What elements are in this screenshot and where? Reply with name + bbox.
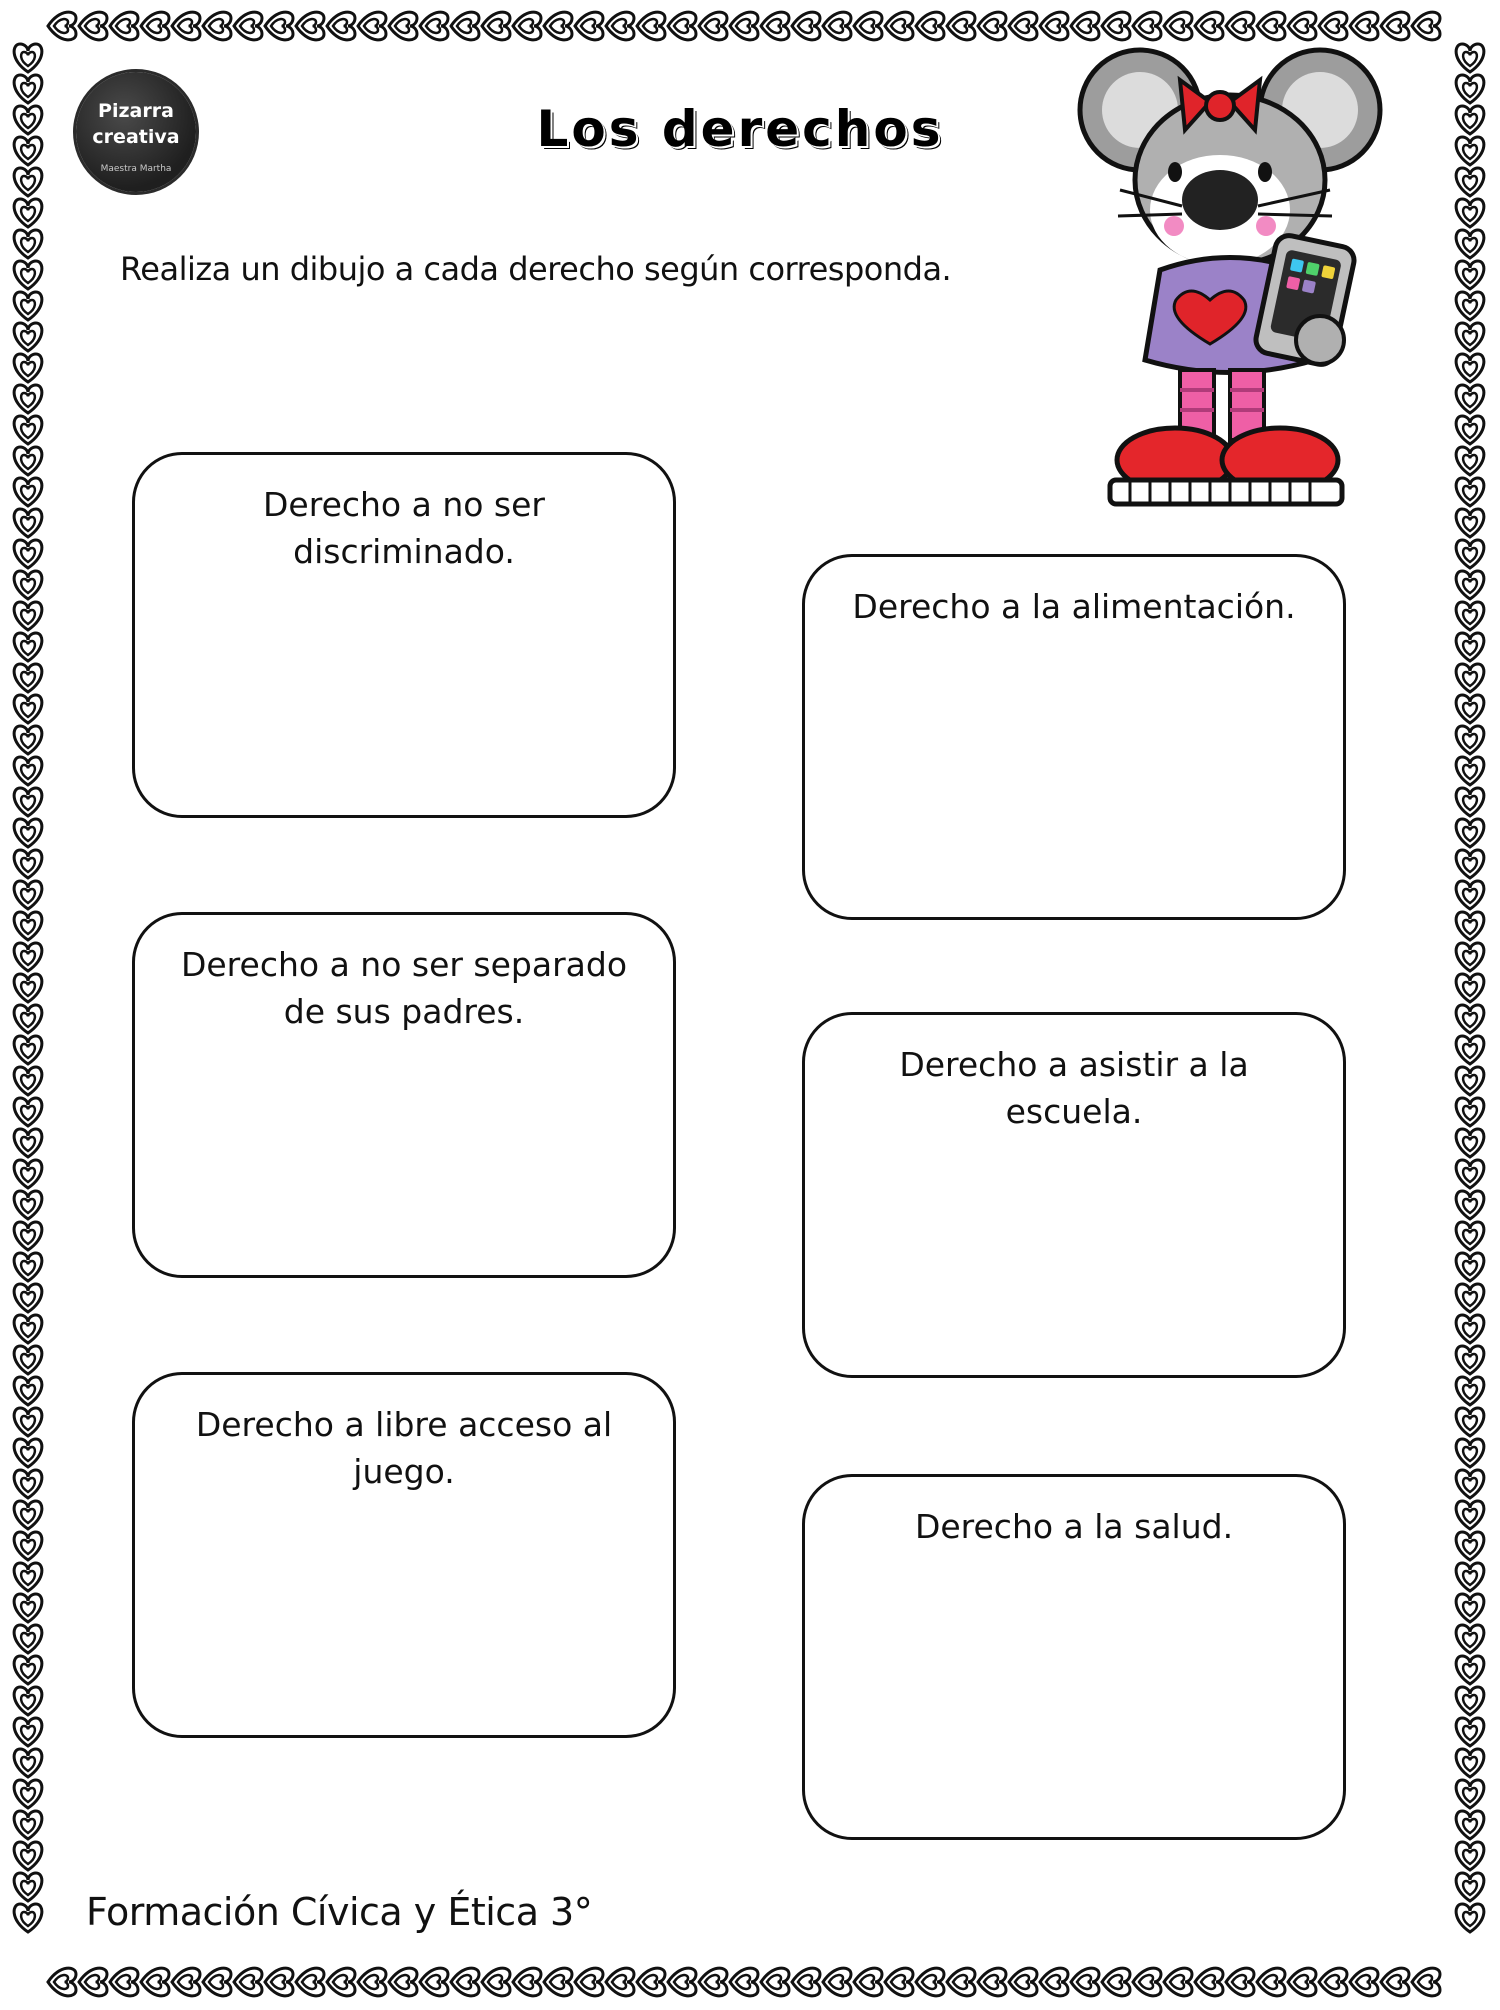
page-title: Los derechos xyxy=(536,100,944,158)
border-heart xyxy=(1350,1968,1378,1996)
border-heart xyxy=(947,1968,975,1996)
border-heart xyxy=(14,602,42,630)
border-heart xyxy=(14,44,42,72)
border-heart xyxy=(14,881,42,909)
border-heart xyxy=(14,1284,42,1312)
border-heart xyxy=(14,354,42,382)
border-heart xyxy=(14,695,42,723)
border-heart xyxy=(1456,943,1484,971)
border-heart xyxy=(110,1968,138,1996)
border-heart xyxy=(637,12,665,40)
right-box-play[interactable] xyxy=(132,1372,676,1738)
border-heart xyxy=(544,12,572,40)
border-heart xyxy=(1456,1284,1484,1312)
border-heart xyxy=(854,1968,882,1996)
border-heart xyxy=(1456,106,1484,134)
border-heart xyxy=(203,12,231,40)
right-box-food[interactable] xyxy=(802,554,1346,920)
border-heart xyxy=(916,12,944,40)
border-heart xyxy=(14,726,42,754)
border-heart xyxy=(389,12,417,40)
border-heart xyxy=(482,12,510,40)
border-heart xyxy=(14,323,42,351)
border-heart xyxy=(978,12,1006,40)
border-heart xyxy=(14,199,42,227)
right-label: Derecho a la alimentación. xyxy=(852,587,1296,626)
border-heart xyxy=(420,1968,448,1996)
border-heart xyxy=(14,974,42,1002)
logo-line-1: Pizarra xyxy=(98,100,174,122)
border-heart xyxy=(14,757,42,785)
border-heart xyxy=(14,509,42,537)
border-heart xyxy=(854,12,882,40)
border-heart xyxy=(1456,323,1484,351)
border-heart xyxy=(1456,664,1484,692)
instructions: Realiza un dibujo a cada derecho según corresponda. xyxy=(120,250,952,288)
border-heart xyxy=(14,1470,42,1498)
border-heart xyxy=(14,478,42,506)
border-heart xyxy=(1456,1129,1484,1157)
border-heart xyxy=(1257,12,1285,40)
right-label: Derecho a libre acceso al juego. xyxy=(195,1405,613,1491)
border-heart xyxy=(1456,788,1484,816)
border-heart xyxy=(14,1749,42,1777)
border-heart xyxy=(761,12,789,40)
border-heart xyxy=(14,1222,42,1250)
border-heart xyxy=(1164,12,1192,40)
logo-line-3: Maestra Martha xyxy=(100,164,172,174)
right-label: Derecho a la salud. xyxy=(914,1507,1234,1546)
border-heart xyxy=(1412,1968,1440,1996)
right-label: Derecho a no ser separado de sus padres. xyxy=(180,945,628,1031)
border-heart xyxy=(1009,12,1037,40)
border-heart xyxy=(14,1191,42,1219)
border-heart xyxy=(1133,12,1161,40)
border-heart xyxy=(14,292,42,320)
border-heart xyxy=(1456,1408,1484,1436)
border-heart xyxy=(14,106,42,134)
border-heart xyxy=(1195,1968,1223,1996)
border-heart xyxy=(14,1408,42,1436)
border-heart xyxy=(668,12,696,40)
border-heart xyxy=(1456,1222,1484,1250)
border-heart xyxy=(1071,12,1099,40)
border-heart xyxy=(1456,1687,1484,1715)
border-heart xyxy=(575,1968,603,1996)
border-heart xyxy=(1350,12,1378,40)
border-heart xyxy=(1226,12,1254,40)
right-box-discrimination[interactable] xyxy=(132,452,676,818)
border-heart xyxy=(1456,447,1484,475)
border-heart xyxy=(513,1968,541,1996)
border-heart xyxy=(1456,1253,1484,1281)
border-heart xyxy=(1456,1563,1484,1591)
border-heart xyxy=(14,788,42,816)
border-heart xyxy=(1456,1718,1484,1746)
border-heart xyxy=(1456,726,1484,754)
border-heart xyxy=(730,12,758,40)
border-heart xyxy=(14,571,42,599)
border-heart xyxy=(1456,1842,1484,1870)
border-heart xyxy=(265,12,293,40)
border-heart xyxy=(79,1968,107,1996)
border-heart xyxy=(1456,633,1484,661)
border-heart xyxy=(947,12,975,40)
border-heart xyxy=(1456,571,1484,599)
border-heart xyxy=(1456,385,1484,413)
border-heart xyxy=(1456,168,1484,196)
border-heart xyxy=(420,12,448,40)
border-heart xyxy=(1040,12,1068,40)
border-heart xyxy=(1257,1968,1285,1996)
border-heart xyxy=(513,12,541,40)
border-heart xyxy=(14,137,42,165)
border-heart xyxy=(1456,1191,1484,1219)
border-heart xyxy=(234,1968,262,1996)
border-heart xyxy=(823,12,851,40)
border-heart xyxy=(1071,1968,1099,1996)
border-heart xyxy=(1456,1780,1484,1808)
border-heart xyxy=(141,1968,169,1996)
border-heart xyxy=(1164,1968,1192,1996)
border-heart xyxy=(699,12,727,40)
border-heart xyxy=(14,1594,42,1622)
border-heart xyxy=(1226,1968,1254,1996)
border-heart xyxy=(79,12,107,40)
border-heart xyxy=(203,1968,231,1996)
border-heart xyxy=(296,12,324,40)
border-heart xyxy=(1102,1968,1130,1996)
border-heart xyxy=(1133,1968,1161,1996)
border-heart xyxy=(575,12,603,40)
border-heart xyxy=(1456,44,1484,72)
border-heart xyxy=(1102,12,1130,40)
border-heart xyxy=(172,12,200,40)
border-heart xyxy=(1456,602,1484,630)
border-heart xyxy=(1456,1160,1484,1188)
border-heart xyxy=(1456,1501,1484,1529)
border-heart xyxy=(14,1129,42,1157)
right-box-family[interactable] xyxy=(132,912,676,1278)
border-heart xyxy=(14,1005,42,1033)
border-heart xyxy=(1456,416,1484,444)
border-heart xyxy=(885,12,913,40)
border-heart xyxy=(14,1811,42,1839)
border-heart xyxy=(1456,1036,1484,1064)
border-heart xyxy=(141,12,169,40)
border-heart xyxy=(1456,1594,1484,1622)
border-heart xyxy=(14,1067,42,1095)
border-heart xyxy=(606,1968,634,1996)
border-heart xyxy=(451,1968,479,1996)
border-heart xyxy=(48,1968,76,1996)
border-heart xyxy=(606,12,634,40)
border-heart xyxy=(14,1377,42,1405)
border-heart xyxy=(1009,1968,1037,1996)
border-heart xyxy=(1456,1656,1484,1684)
border-heart xyxy=(14,75,42,103)
border-heart xyxy=(14,1098,42,1126)
border-heart xyxy=(792,12,820,40)
border-heart xyxy=(14,664,42,692)
border-heart xyxy=(1456,1377,1484,1405)
right-label: Derecho a no ser discriminado. xyxy=(263,485,545,571)
border-heart xyxy=(978,1968,1006,1996)
border-heart xyxy=(265,1968,293,1996)
border-heart xyxy=(14,1656,42,1684)
border-heart xyxy=(1456,819,1484,847)
right-box-school[interactable] xyxy=(802,1012,1346,1378)
border-heart xyxy=(14,1160,42,1188)
border-heart xyxy=(1456,912,1484,940)
border-heart xyxy=(1456,261,1484,289)
border-heart xyxy=(1456,1098,1484,1126)
border-heart xyxy=(1456,199,1484,227)
border-heart xyxy=(1195,12,1223,40)
border-heart xyxy=(823,1968,851,1996)
border-heart xyxy=(1456,354,1484,382)
border-heart xyxy=(14,1346,42,1374)
border-heart xyxy=(1456,757,1484,785)
border-heart xyxy=(358,1968,386,1996)
border-heart xyxy=(14,230,42,258)
border-heart xyxy=(14,1904,42,1932)
border-heart xyxy=(14,819,42,847)
border-heart xyxy=(1456,1625,1484,1653)
border-heart xyxy=(14,1036,42,1064)
border-heart xyxy=(1381,1968,1409,1996)
border-heart xyxy=(1456,850,1484,878)
mouse-mascot-illustration xyxy=(1070,40,1390,540)
border-heart xyxy=(14,1563,42,1591)
border-heart xyxy=(1456,292,1484,320)
border-heart xyxy=(14,912,42,940)
border-heart xyxy=(1319,1968,1347,1996)
border-heart xyxy=(14,447,42,475)
border-heart xyxy=(14,633,42,661)
logo-line-2: creativa xyxy=(92,126,180,148)
right-box-health[interactable] xyxy=(802,1474,1346,1840)
border-heart xyxy=(761,1968,789,1996)
border-heart xyxy=(1456,1532,1484,1560)
border-heart xyxy=(1456,1470,1484,1498)
border-heart xyxy=(48,12,76,40)
border-heart xyxy=(1456,1439,1484,1467)
border-heart xyxy=(110,12,138,40)
border-heart xyxy=(14,1253,42,1281)
border-heart xyxy=(14,1718,42,1746)
border-heart xyxy=(14,943,42,971)
border-heart xyxy=(358,12,386,40)
border-heart xyxy=(916,1968,944,1996)
border-heart xyxy=(14,1501,42,1529)
border-heart xyxy=(1456,1067,1484,1095)
border-heart xyxy=(1456,478,1484,506)
border-heart xyxy=(172,1968,200,1996)
border-heart xyxy=(1456,1873,1484,1901)
border-heart xyxy=(14,850,42,878)
border-heart xyxy=(1456,1811,1484,1839)
border-heart xyxy=(1412,12,1440,40)
border-heart xyxy=(1456,1005,1484,1033)
pizarra-creativa-logo xyxy=(76,72,196,192)
border-heart xyxy=(14,1439,42,1467)
border-heart xyxy=(1456,974,1484,1002)
border-heart xyxy=(327,12,355,40)
border-heart xyxy=(234,12,262,40)
border-heart xyxy=(1456,1315,1484,1343)
border-heart xyxy=(1456,75,1484,103)
border-heart xyxy=(14,1625,42,1653)
border-heart xyxy=(1381,12,1409,40)
border-heart xyxy=(14,385,42,413)
border-heart xyxy=(885,1968,913,1996)
border-heart xyxy=(14,1532,42,1560)
border-heart xyxy=(1456,540,1484,568)
border-heart xyxy=(699,1968,727,1996)
border-heart xyxy=(14,1315,42,1343)
border-heart xyxy=(1040,1968,1068,1996)
border-heart xyxy=(1456,881,1484,909)
border-heart xyxy=(327,1968,355,1996)
right-label: Derecho a asistir a la escuela. xyxy=(899,1045,1249,1131)
border-heart xyxy=(1288,1968,1316,1996)
border-heart xyxy=(792,1968,820,1996)
border-heart xyxy=(14,1780,42,1808)
subject-footer: Formación Cívica y Ética 3° xyxy=(86,1890,593,1934)
border-heart xyxy=(14,1842,42,1870)
border-heart xyxy=(1456,695,1484,723)
border-heart xyxy=(1288,12,1316,40)
border-heart xyxy=(14,261,42,289)
border-heart xyxy=(1456,137,1484,165)
border-heart xyxy=(389,1968,417,1996)
border-heart xyxy=(1456,1749,1484,1777)
border-heart xyxy=(668,1968,696,1996)
border-heart xyxy=(14,540,42,568)
border-heart xyxy=(451,12,479,40)
border-heart xyxy=(544,1968,572,1996)
border-heart xyxy=(1319,12,1347,40)
border-heart xyxy=(14,1873,42,1901)
border-heart xyxy=(1456,230,1484,258)
border-heart xyxy=(1456,1346,1484,1374)
border-heart xyxy=(14,1687,42,1715)
border-heart xyxy=(1456,509,1484,537)
border-heart xyxy=(14,168,42,196)
border-heart xyxy=(637,1968,665,1996)
border-heart xyxy=(296,1968,324,1996)
border-heart xyxy=(14,416,42,444)
border-heart xyxy=(1456,1904,1484,1932)
border-heart xyxy=(730,1968,758,1996)
border-heart xyxy=(482,1968,510,1996)
